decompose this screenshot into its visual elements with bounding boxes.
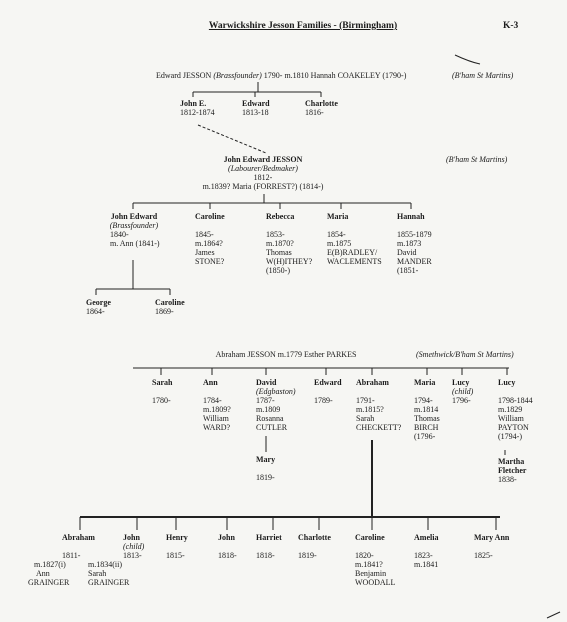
gen4-child	[256, 533, 282, 560]
gen2-child	[108, 212, 160, 248]
detail-line: (1794-)	[498, 432, 522, 441]
dates: 1838-	[498, 475, 517, 484]
person-name: Sarah	[152, 378, 173, 387]
person-name: John	[123, 533, 140, 542]
grandchild	[155, 298, 185, 316]
dates: 1819-	[298, 551, 317, 560]
gen3-child	[256, 378, 296, 432]
person-name: Hannah	[397, 212, 425, 221]
gen4-child	[298, 533, 331, 560]
detail-line: 1845-	[195, 230, 214, 239]
marriage-detail: m.1839? Maria (FORREST?) (1814-)	[202, 182, 324, 191]
spouse-surname: GRAINGER	[28, 578, 70, 587]
gen4-child	[62, 533, 95, 560]
detail-line: James	[195, 248, 215, 257]
detail-line: 1784-	[203, 396, 222, 405]
detail-line: m.1809?	[203, 405, 231, 414]
person-name: David	[256, 378, 277, 387]
gen1-child	[180, 99, 215, 117]
detail-line: m.1814	[414, 405, 439, 414]
gen1-child	[242, 99, 270, 117]
person-name: Lucy	[498, 378, 516, 387]
detail-line: CUTLER	[256, 423, 288, 432]
person-name: Charlotte	[298, 533, 331, 542]
dates: 1796-	[452, 396, 471, 405]
person-name: Rebecca	[266, 212, 295, 221]
detail-line: W(H)ITHEY?	[266, 257, 313, 266]
person-name: Maria	[414, 378, 436, 387]
person-name: Caroline	[155, 298, 185, 307]
detail-line: Benjamin	[355, 569, 387, 578]
detail-line: (child)	[452, 387, 474, 396]
gen3-child	[414, 378, 440, 441]
page-title: Warwickshire Jesson Families - (Birmingham)	[208, 21, 398, 31]
detail-line: m.1873	[397, 239, 422, 248]
spouse-block	[28, 560, 69, 587]
detail-line: (1851-	[397, 266, 419, 275]
david-child	[256, 455, 275, 482]
dates: 1825-	[474, 551, 493, 560]
gen3-child	[152, 378, 172, 405]
detail-line: m.1815?	[356, 405, 384, 414]
gen2-child	[266, 212, 312, 275]
dates: 1780-	[152, 396, 171, 405]
detail-line: 1823-	[414, 551, 433, 560]
detail-line: 1791-	[356, 396, 375, 405]
gen2-child	[397, 212, 432, 275]
stray-mark	[547, 612, 560, 618]
gen1-head	[156, 71, 406, 80]
detail-line: 1798-1844	[498, 396, 533, 405]
stray-mark	[455, 55, 480, 64]
person-name: Henry	[166, 533, 188, 542]
occupation: (Brassfounder)	[109, 221, 159, 230]
gen4-child	[355, 533, 395, 587]
gen1-child	[305, 99, 338, 117]
gen2-child	[327, 212, 382, 266]
person-name: Edward	[242, 99, 270, 108]
person-name: Caroline	[195, 212, 225, 221]
person-name: Abraham	[356, 378, 389, 387]
person-name: Mary Ann	[474, 533, 510, 542]
detail-line: m.1875	[327, 239, 352, 248]
spouse-block	[88, 560, 129, 587]
person-name: John E.	[180, 99, 207, 108]
detail-line: William	[203, 414, 229, 423]
person-name: Abraham	[62, 533, 95, 542]
detail-line: 1794-	[414, 396, 433, 405]
person-name: Maria	[327, 212, 349, 221]
dates: 1811-	[62, 551, 81, 560]
detail-line: m.1870?	[266, 239, 294, 248]
marriage-detail: m.1834(ii)	[88, 560, 122, 569]
person-name: John Edward JESSON	[223, 155, 303, 164]
person-name: Caroline	[355, 533, 385, 542]
gen4-child	[166, 533, 188, 560]
detail-line: E(B)RADLEY/	[327, 248, 378, 257]
detail-line: Sarah	[356, 414, 375, 423]
person-name: Ann	[203, 378, 218, 387]
dates: 1819-	[256, 473, 275, 482]
person-name: Mary	[256, 455, 276, 464]
place-note: (Smethwick/B'ham St Martins)	[416, 350, 514, 359]
gen3-head: Abraham JESSON m.1779 Esther PARKES	[215, 350, 357, 359]
person-name: Edward	[314, 378, 342, 387]
tree-line-dashed	[198, 125, 266, 153]
detail-line: Thomas	[266, 248, 292, 257]
detail-line: 1855-1879	[397, 230, 432, 239]
detail-line: (1796-	[414, 432, 436, 441]
person-name: John	[218, 533, 235, 542]
person-name: George	[86, 298, 111, 307]
gen4-child	[474, 533, 509, 560]
detail-line: BIRCH	[414, 423, 439, 432]
person-name: Lucy	[452, 378, 470, 387]
place-note: (B'ham St Martins)	[446, 155, 508, 164]
gen2-child	[195, 212, 225, 266]
detail-line: Thomas	[414, 414, 440, 423]
dates: 1818-	[218, 551, 237, 560]
person-name: Martha	[498, 457, 525, 466]
gen3-child	[314, 378, 342, 405]
gen4-child	[414, 533, 438, 569]
dates: 1812-	[253, 173, 273, 182]
gen3-child	[356, 378, 401, 432]
dates: 1815-	[166, 551, 185, 560]
spouse-name: Ann	[36, 569, 50, 578]
dates: 1864-	[86, 307, 105, 316]
detail-line: m.1829	[498, 405, 523, 414]
detail-line: Rosanna	[256, 414, 284, 423]
detail-line: William	[498, 414, 524, 423]
dates: 1818-	[256, 551, 275, 560]
detail-line: 1820-	[355, 551, 374, 560]
occupation: (Labourer/Bedmaker)	[228, 164, 298, 173]
person-name: Harriet	[256, 533, 282, 542]
page-reference: K-3	[503, 21, 519, 31]
dates: 1813-18	[242, 108, 269, 117]
lucy-child	[498, 457, 526, 484]
detail-line: David	[397, 248, 417, 257]
marriage-detail: m.1827(i)	[34, 560, 66, 569]
detail-line: PAYTON	[498, 423, 529, 432]
gen3-child	[498, 378, 533, 441]
spouse-name: Sarah	[88, 569, 107, 578]
gen4-child	[123, 533, 144, 560]
spouse-surname: GRAINGER	[88, 578, 130, 587]
gen3-child	[452, 378, 473, 405]
detail-line: Fletcher	[498, 466, 527, 475]
grandchild	[86, 298, 111, 316]
detail-line: (Edgbaston)	[256, 387, 296, 396]
detail-line: STONE?	[195, 257, 225, 266]
detail-line: (child)	[123, 542, 145, 551]
detail-line: 1854-	[327, 230, 346, 239]
dates: 1816-	[305, 108, 324, 117]
gen3-child	[203, 378, 231, 432]
detail-line: (1850-)	[266, 266, 290, 275]
detail-line: m.1864?	[195, 239, 223, 248]
occupation: (Brassfounder)	[213, 71, 262, 80]
detail-line: MANDER	[397, 257, 432, 266]
place-note: (B'ham St Martins)	[452, 71, 514, 80]
gen4-child	[218, 533, 237, 560]
detail-line: m.1809	[256, 405, 281, 414]
dates: 1840-	[110, 230, 129, 239]
detail-line: 1787-	[256, 396, 275, 405]
person-name: Edward JESSON	[156, 71, 212, 80]
dates: 1789-	[314, 396, 333, 405]
dates: 1813-	[123, 551, 142, 560]
person-name: Amelia	[414, 533, 439, 542]
marriage-detail: 1790- m.1810 Hannah COAKELEY (1790-)	[263, 71, 407, 80]
person-name: Charlotte	[305, 99, 338, 108]
detail-line: WARD?	[203, 423, 231, 432]
detail-line: CHECKETT?	[356, 423, 402, 432]
dates: 1869-	[155, 307, 174, 316]
detail-line: WOODALL	[355, 578, 396, 587]
detail-line: WACLEMENTS	[327, 257, 382, 266]
detail-line: m.1841	[414, 560, 439, 569]
dates: 1812-1874	[180, 108, 215, 117]
detail-line: m.1841?	[355, 560, 383, 569]
person-name: John Edward	[110, 212, 158, 221]
marriage-detail: m. Ann (1841-)	[110, 239, 160, 248]
detail-line: 1853-	[266, 230, 285, 239]
